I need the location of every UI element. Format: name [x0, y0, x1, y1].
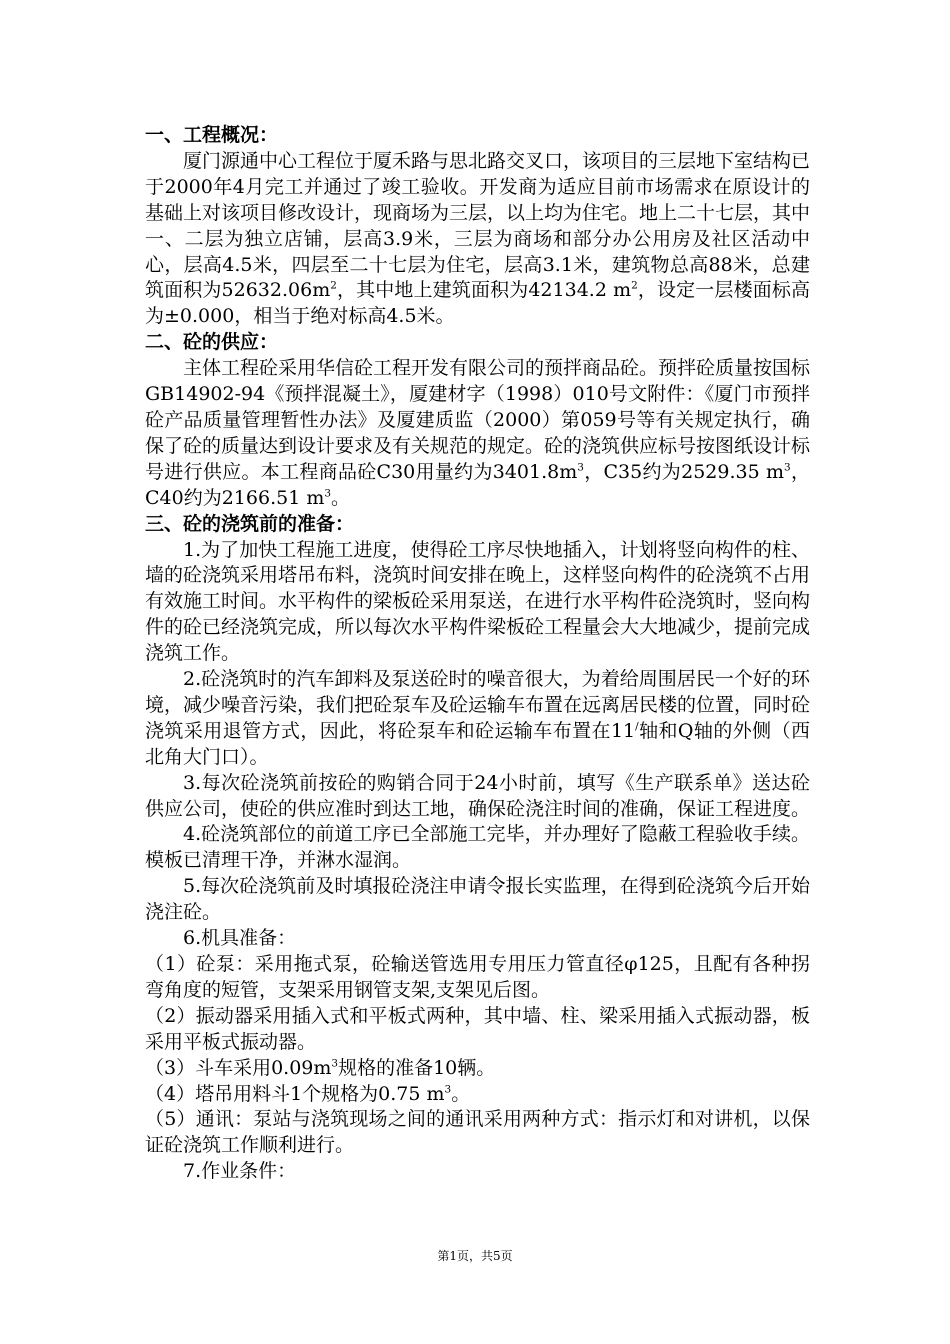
list-item-vibrator: （2）振动器采用插入式和平板式两种，其中墙、柱、梁采用插入式振动器，板采用平板式振动器。	[145, 1004, 810, 1053]
paragraph-prep-5: 5.每次砼浇筑前及时填报砼浇注申请令报长实监理，在得到砼浇筑今后开始浇注砼。	[145, 875, 810, 924]
paragraph-prep-3: 3.每次砼浇筑前按砼的购销合同于24小时前，填写《生产联系单》送达砼供应公司，使砼的供应准时到达工地，确保砼浇注时间的准确，保证工程进度。	[145, 771, 811, 820]
page-number: 第1页，共5页	[437, 1249, 513, 1263]
text-run: 。	[451, 1082, 471, 1105]
text-run: 2.砼浇筑时的汽车卸料及泵送砼时的噪音很大，为着给周围居民一个好的环境，减少噪音污染，我们把砼泵车及砼运输车布置在远离居民楼的位置，同时砼浇筑采用退管方式，因此，将砼泵车和砼运输车布置在11	[145, 668, 811, 742]
page-footer	[0, 1248, 950, 1264]
text-run: ，其中地上建筑面积为42134.2 m	[336, 279, 632, 302]
text-run: 。	[331, 486, 351, 509]
superscript: 3	[331, 1057, 339, 1070]
superscript: 3	[444, 1083, 452, 1096]
paragraph-prep-7: 7.作业条件：	[183, 1160, 297, 1183]
text-run: ，设定一层楼面标高为±0.000，相当于绝对标高4.5米。	[145, 279, 810, 328]
list-item-communication: （5）通讯：泵站与浇筑现场之间的通讯采用两种方式：指示灯和对讲机，以保证砼浇筑工作顺利进行。	[145, 1108, 810, 1157]
section-heading-overview: 一、工程概况：	[145, 124, 279, 146]
document-body	[145, 123, 810, 1185]
text-run: ，C40约为2166.51 m	[145, 460, 810, 509]
superscript: 3	[784, 461, 791, 474]
paragraph-prep-1: 1.为了加快工程施工进度，使得砼工序尽快地插入，计划将竖向构件的柱、墙的砼浇筑采用塔吊布料，浇筑时间安排在晚上，这样竖向构件的砼浇筑不占用有效施工时间。水平构件的梁板砼采用泵送，在进行水平构件砼浇筑时，竖向构件的砼已经浇筑完成，所以每次水平构件梁板砼工程量会大大地减少，提前完成浇筑工作。	[145, 538, 811, 665]
paragraph-supply	[145, 356, 810, 511]
list-item-cart	[145, 1056, 810, 1082]
superscript: 2	[330, 280, 337, 293]
text-run: （4）塔吊用料斗1个规格为0.75 m	[145, 1082, 445, 1105]
text-run: 规格的准备10辆。	[338, 1056, 496, 1079]
superscript: /	[635, 720, 639, 733]
text-run: 主体工程砼采用华信砼工程开发有限公司的预拌商品砼。预拌砼质量按国标GB14902-94《预拌混凝土》，厦建材字（1998）010号文附件：《厦门市预拌砼产品质量管理暂性办法》及厦建质监（2000）第059号等有关规定执行，确保了砼的质量达到设计要求及有关规范的规定。砼的浇筑供应标号按图纸设计标号进行供应。本工程商品砼C30用量约为3401.8m	[145, 357, 811, 483]
text-run: 轴和Q轴的外侧（西北角大门口）。	[145, 719, 811, 768]
text-run: 厦门源通中心工程位于厦禾路与思北路交叉口，该项目的三层地下室结构已于2000年4月完工并通过了竣工验收。开发商为适应目前市场需求在原设计的基础上对该项目修改设计，现商场为三层，以上均为住宅。地上二十七层，其中一、二层为独立店铺，层高3.9米，三层为商场和部分办公用房及社区活动中心，层高4.5米，四层至二十七层为住宅，层高3.1米，建筑物总高88米，总建筑面积为52632.06m	[145, 149, 811, 302]
superscript: 3	[324, 487, 331, 500]
text-run: （3）斗车采用0.09m	[145, 1056, 332, 1079]
section-heading-preparation: 三、砼的浇筑前的准备：	[145, 512, 355, 535]
paragraph-prep-4: 4.砼浇筑部位的前道工序已全部施工完毕，并办理好了隐蔽工程验收手续。模板已清理干净，并淋水湿润。	[145, 823, 810, 872]
list-item-pump: （1）砼泵：采用拖式泵，砼输送管选用专用压力管直径φ125，且配有各种拐弯角度的短管，支架采用钢管支架,支架见后图。	[145, 953, 810, 1001]
text-run: ，C35约为2529.35 m	[583, 460, 785, 483]
paragraph-prep-6: 6.机具准备：	[183, 927, 297, 950]
paragraph-overview	[145, 149, 810, 330]
superscript: 2	[631, 280, 638, 293]
paragraph-prep-2	[145, 667, 810, 771]
list-item-hopper	[145, 1082, 810, 1108]
section-heading-supply: 二、砼的供应：	[145, 331, 279, 354]
superscript: 3	[577, 461, 584, 474]
